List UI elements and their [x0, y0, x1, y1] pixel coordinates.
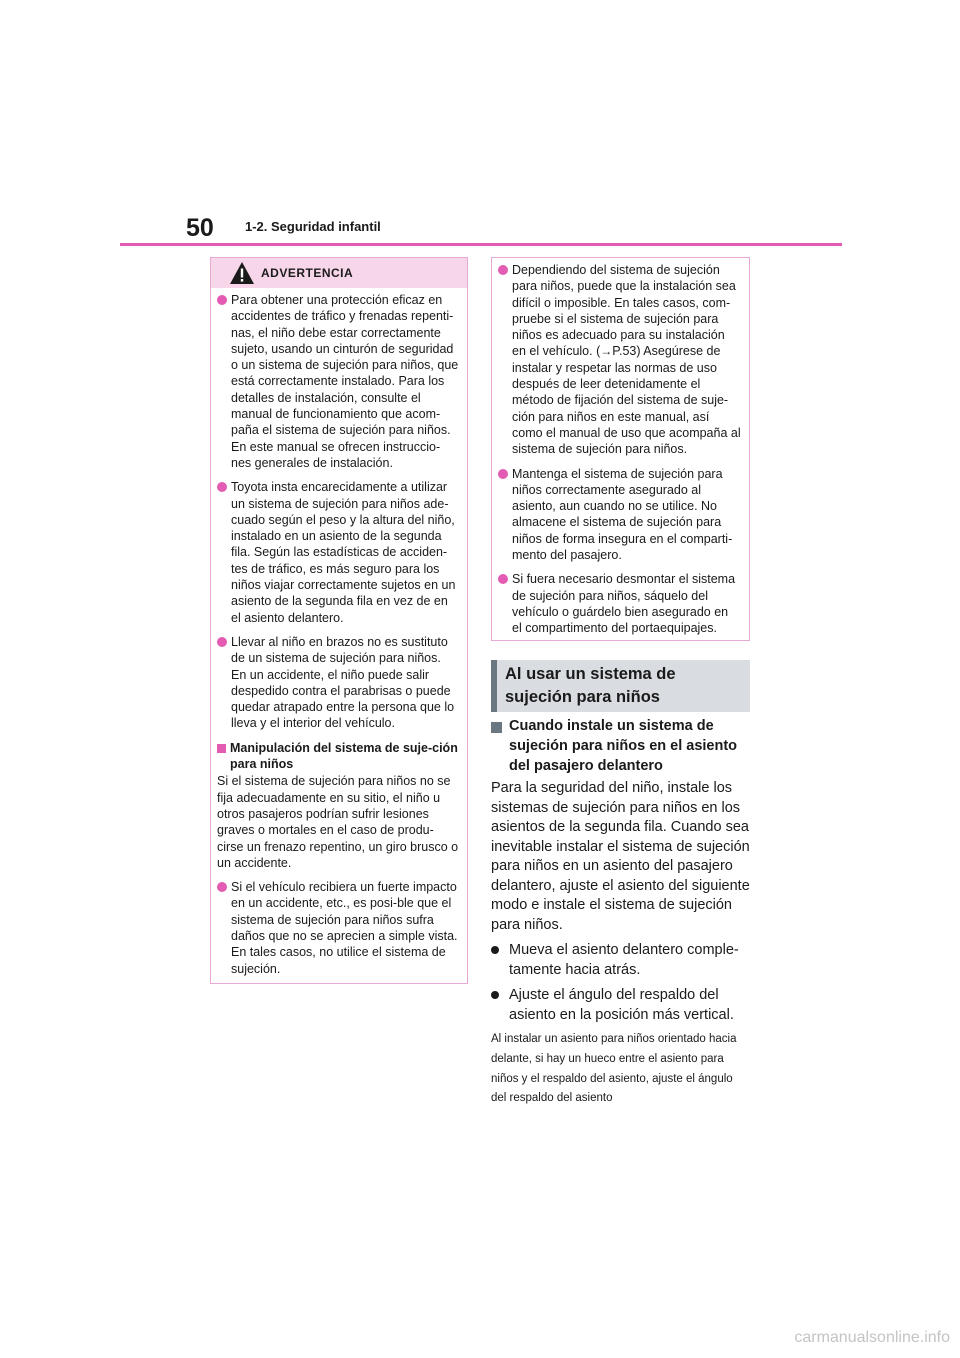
warning-bullet: Llevar al niño en brazos no es sustituto de un sistema de sujeción para niños. En un accidente, el niño puede salir despedido contra el parabrisas o puede quedar atrapado entre la persona que lo lleva y el interior del vehículo. [217, 634, 459, 732]
section-content [491, 716, 750, 1109]
bullet-dot-icon [217, 882, 227, 892]
warning-header [211, 258, 467, 288]
warning-continuation-box [491, 257, 750, 641]
bullet-dot-icon [491, 991, 499, 999]
banner-accent-bar [491, 660, 497, 712]
header-divider [120, 243, 842, 246]
bullet-dot-icon [217, 637, 227, 647]
bullet-dot-icon [491, 946, 499, 954]
warning-bullet: Si el vehículo recibiera un fuerte impacto en un accidente, etc., es posi-ble que el sistema de sujeción para niños sufra daños que no se aprecien a simple vista. En tales casos, no utilice el sistema de sujeción. [217, 879, 459, 977]
bullet-dot-icon [498, 469, 508, 479]
warning-body [211, 288, 467, 977]
warning-subsection-text: Si el sistema de sujeción para niños no se fija adecuadamente en su sitio, el niño u otros pasajeros podrían sufrir lesiones graves o mortales en el caso de produ-cirse un frenazo repentino, un giro brusco o un accidente. [217, 774, 459, 870]
warning-bullet: Dependiendo del sistema de sujeción para niños, puede que la instalación sea difícil o imposible. En tales casos, com-pruebe si el sistema de sujeción para niños es adecuado para su instalación en el vehículo. (→P.53) Asegúrese de instalar y respetar las normas de uso después de leer detenidamente el método de fijación del sistema de suje-ción para niños en este manual, así como el manual de uso que acompaña al sistema de sujeción para niños. [498, 262, 741, 458]
warning-bullet: Mantenga el sistema de sujeción para niños correctamente asegurado al asiento, aun cuando no se utilice. No almacene el sistema de sujeción para niños de forma insegura en el comparti-mento del pasajero. [498, 466, 741, 564]
warning-title: ADVERTENCIA [261, 266, 354, 280]
warning-bullet: Si fuera necesario desmontar el sistema de sujeción para niños, sáquelo del vehículo o guárdelo bien asegurado en el compartimento del portaequipajes. [498, 571, 741, 636]
warning-subsection-heading: Manipulación del sistema de suje-ción para niños [217, 740, 459, 773]
page-number: 50 [186, 214, 214, 242]
body-paragraph: Para la seguridad del niño, instale los sistemas de sujeción para niños en los asientos de la segunda fila. Cuando sea inevitable instalar el sistema de sujeción para niños en un asiento del pasajero delantero, ajuste el asiento del siguiente modo e instale el sistema de sujeción para niños. [491, 780, 750, 933]
watermark: carmanualsonline.info [794, 1329, 950, 1346]
bullet-dot-icon [498, 574, 508, 584]
subheading: Cuando instale un sistema de sujeción para niños en el asiento del pasajero delantero [491, 716, 750, 776]
bullet-dot-icon [217, 482, 227, 492]
square-bullet-icon [491, 722, 502, 733]
warning-bullet: Para obtener una protección eficaz en accidentes de tráfico y frenadas repenti-nas, el niño debe estar correctamente sujeto, usando un cinturón de seguridad o un sistema de sujeción para niños, que está correctamente instalado. Para los detalles de instalación, consulte el manual de funcionamiento que acom-paña el sistema de sujeción para niños. En este manual se ofrecen instruccio-nes generales de instalación. [217, 292, 459, 471]
bullet-dot-icon [217, 295, 227, 305]
section-banner [491, 660, 750, 712]
square-bullet-icon [217, 744, 226, 753]
page-reference-link[interactable]: P.53 [612, 344, 637, 359]
instruction-bullet: Mueva el asiento delantero comple-tamente hacia atrás. [491, 940, 750, 980]
section-title: 1-2. Seguridad infantil [245, 219, 381, 234]
bullet-dot-icon [498, 265, 508, 275]
warning-box [210, 257, 468, 984]
warning-triangle-icon [229, 261, 255, 285]
arrow-right-icon: → [600, 344, 613, 359]
instruction-bullet: Ajuste el ángulo del respaldo del asiento en la posición más vertical. [491, 985, 750, 1025]
banner-title: Al usar un sistema de sujeción para niños [505, 665, 676, 706]
note-text: Al instalar un asiento para niños orientado hacia delante, si hay un hueco entre el asiento para niños y el respaldo del asiento, ajuste el ángulo del respaldo del asiento [491, 1033, 737, 1105]
warning-bullet: Toyota insta encarecidamente a utilizar un sistema de sujeción para niños ade-cuado según el peso y la altura del niño, instalado en un asiento de la segunda fila. Según las estadísticas de acciden-tes de tráfico, es más seguro para los niños viajar correctamente sujetos en un asiento de la segunda fila en vez de en el asiento delantero. [217, 479, 459, 626]
